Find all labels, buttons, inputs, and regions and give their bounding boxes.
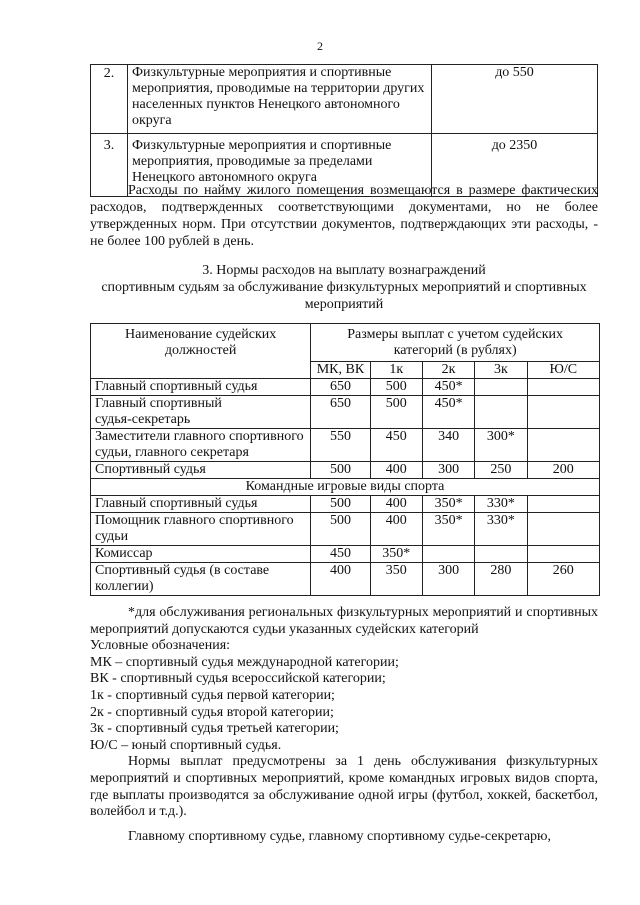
value-cell: 330* (475, 496, 527, 513)
value-cell: 450 (370, 429, 422, 462)
value-cell: 400 (311, 563, 370, 596)
row-number: 2. (91, 65, 128, 134)
value-cell: 280 (475, 563, 527, 596)
table-row (91, 563, 600, 596)
table-row (91, 396, 600, 429)
legend-item: 3к - спортивный судья третьей категории; (90, 721, 339, 737)
row-number: 3. (91, 134, 128, 197)
position-cell: Комиссар (91, 546, 311, 563)
header-row (91, 324, 600, 362)
value-cell: 260 (527, 563, 599, 596)
team-sports-row (91, 479, 600, 496)
value-cell (475, 379, 527, 396)
housing-paragraph (90, 182, 598, 250)
value-cell (527, 379, 599, 396)
value-cell: 350* (370, 546, 422, 563)
row-description: Физкультурные мероприятия и спортивные мероприятия, проводимые на территории других населенных пунктов Ненецкого автономного округа (128, 65, 432, 134)
value-cell: 500 (311, 513, 370, 546)
value-cell: 300 (422, 563, 474, 596)
value-cell: 350 (370, 563, 422, 596)
value-cell: 300 (422, 462, 474, 479)
value-cell (527, 396, 599, 429)
value-cell: 500 (311, 462, 370, 479)
table-row (91, 513, 600, 546)
value-cell: 500 (370, 379, 422, 396)
value-cell (422, 546, 474, 563)
section-heading (90, 262, 598, 313)
legend-item: 2к - спортивный судья второй категории; (90, 704, 334, 720)
category-header: 2к (422, 362, 474, 379)
value-cell: 250 (475, 462, 527, 479)
position-cell: Главный спортивный судья-секретарь (91, 396, 311, 429)
row-description: Физкультурные мероприятия и спортивные мероприятия, проводимые за пределами Ненецкого автономного округа (128, 134, 432, 197)
table-row (91, 546, 600, 563)
table-row (91, 462, 600, 479)
category-header: 3к (475, 362, 527, 379)
value-cell: 350* (422, 513, 474, 546)
value-cell: 500 (311, 496, 370, 513)
table-row (91, 65, 598, 134)
value-cell: 450* (422, 379, 474, 396)
judges-payments-table (90, 323, 600, 596)
value-cell (527, 496, 599, 513)
value-cell: 500 (370, 396, 422, 429)
row-amount: до 2350 (432, 134, 598, 197)
team-sports-label: Командные игровые виды спорта (91, 479, 600, 496)
value-cell: 400 (370, 462, 422, 479)
norms-paragraph: Нормы выплат предусмотрены за 1 день обслуживания физкультурных мероприятий и спортивных мероприятий, кроме командных игровых видов спорта, где выплаты производятся за обслуживание одной игры (футбол, хоккей, баскетбол, волейбол и т.д.). (90, 754, 598, 820)
position-cell: Спортивный судья (91, 462, 311, 479)
legend-item: 1к - спортивный судья первой категории; (90, 687, 335, 703)
value-cell (475, 546, 527, 563)
table-row (91, 429, 600, 462)
legend-item: МК – спортивный судья международной категории; (90, 654, 399, 670)
category-header: Ю/С (527, 362, 599, 379)
position-cell: Помощник главного спортивного судьи (91, 513, 311, 546)
category-header: МК, ВК (311, 362, 370, 379)
value-cell: 400 (370, 496, 422, 513)
legend-item: Ю/С – юный спортивный судья. (90, 737, 282, 753)
category-header: 1к (370, 362, 422, 379)
row-amount: до 550 (432, 65, 598, 134)
value-cell: 650 (311, 396, 370, 429)
value-cell (527, 546, 599, 563)
table-row (91, 379, 600, 396)
value-cell: 450* (422, 396, 474, 429)
value-cell (527, 429, 599, 462)
value-cell: 200 (527, 462, 599, 479)
position-cell: Главный спортивный судья (91, 496, 311, 513)
footnote: *для обслуживания региональных физкультурных мероприятий и спортивных мероприятий допускаются судьи указанных судейских категорий (90, 605, 598, 637)
header-position: Наименование судейских должностей (91, 324, 311, 379)
header-payments: Размеры выплат с учетом судейских категорий (в рублях) (311, 324, 600, 362)
value-cell: 350* (422, 496, 474, 513)
position-cell: Главный спортивный судья (91, 379, 311, 396)
legend-item: ВК - спортивный судья всероссийской категории; (90, 671, 386, 687)
heading-line-2: спортивным судьям за обслуживание физкультурных мероприятий и спортивных (101, 280, 587, 295)
value-cell (475, 396, 527, 429)
heading-line-3: мероприятий (304, 297, 384, 312)
page-number: 2 (317, 39, 323, 53)
housing-text: Расходы по найму жилого помещения возмещаются в размере фактических расходов, подтвержденных соответствующими документами, но не более утвержденных норм. При отсутствии документов, подтверждающих эти расходы, - не более 100 рублей в день. (90, 183, 598, 249)
value-cell: 650 (311, 379, 370, 396)
expenses-table (90, 64, 598, 197)
value-cell: 300* (475, 429, 527, 462)
value-cell: 450 (311, 546, 370, 563)
legend-title: Условные обозначения: (90, 638, 231, 654)
position-cell: Заместители главного спортивного судьи, главного секретаря (91, 429, 311, 462)
position-cell: Спортивный судья (в составе коллегии) (91, 563, 311, 596)
value-cell: 400 (370, 513, 422, 546)
value-cell: 330* (475, 513, 527, 546)
last-line: Главному спортивному судье, главному спортивному судье-секретарю, (128, 828, 551, 844)
value-cell: 340 (422, 429, 474, 462)
table-row (91, 496, 600, 513)
notes-section (90, 605, 598, 845)
value-cell: 550 (311, 429, 370, 462)
value-cell (527, 513, 599, 546)
heading-line-1: 3. Нормы расходов на выплату вознаграждений (202, 263, 486, 278)
